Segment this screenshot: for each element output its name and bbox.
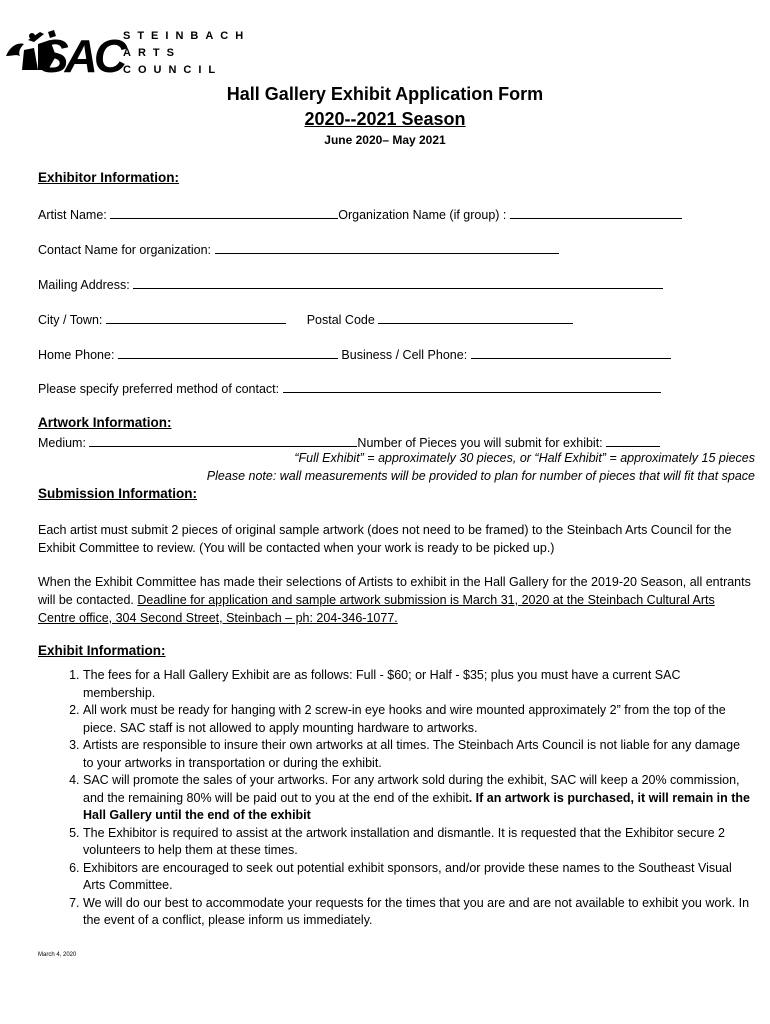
pieces-label: Number of Pieces you will submit for exhibit: xyxy=(357,436,603,450)
list-item: 2. All work must be ready for hanging with 2 screw-in eye hooks and wire mounted approximately 2” from the top of the piece. SAC staff is not allowed to apply mounting hardware to artworks. xyxy=(83,702,753,737)
contact-name-field[interactable] xyxy=(215,241,559,254)
list-item: 6. Exhibitors are encouraged to seek out potential exhibit sponsors, and/or provide these names to the Southeast Visual Arts Committee. xyxy=(83,860,753,895)
city-label: City / Town: xyxy=(38,313,103,327)
footer-date: March 4, 2020 xyxy=(38,952,77,958)
commission-text: SAC will promote the sales of your artworks. For any artwork sold during the exhibit, SAC will keep a 20% commission, and the remaining 80% will be paid out to you at the end of the exhibit xyxy=(83,773,740,805)
submission-heading: Submission Information: xyxy=(38,486,198,501)
season-dates: June 2020– May 2021 xyxy=(324,133,446,147)
phone-row xyxy=(38,346,671,362)
home-phone-label: Home Phone: xyxy=(38,348,115,362)
mailing-field[interactable] xyxy=(133,276,663,289)
city-row xyxy=(38,311,573,327)
org-name-field[interactable] xyxy=(510,206,682,219)
contact-method-row xyxy=(38,380,661,396)
contact-method-field[interactable] xyxy=(283,380,661,393)
exhibit-rules-list xyxy=(38,667,753,930)
submission-paragraph-2 xyxy=(38,573,753,627)
list-item: 1. The fees for a Hall Gallery Exhibit are as follows: Full - $60; or Half - $35; plus you must have a current SAC membership. xyxy=(83,667,753,702)
logo-mark: SAC xyxy=(38,30,124,76)
mailing-row xyxy=(38,276,663,292)
postal-field[interactable] xyxy=(378,311,573,324)
logo-line-3: COUNCIL xyxy=(123,64,223,76)
logo-line-2: ARTS xyxy=(123,47,181,59)
home-phone-field[interactable] xyxy=(118,346,338,359)
exhibitor-heading: Exhibitor Information: xyxy=(38,170,179,185)
artist-name-label: Artist Name: xyxy=(38,208,107,222)
medium-label: Medium: xyxy=(38,436,86,450)
list-item xyxy=(83,772,753,825)
medium-row xyxy=(38,434,660,450)
season-title: 2020--2021 Season xyxy=(304,109,466,129)
medium-field[interactable] xyxy=(89,434,357,447)
logo-line-1: STEINBACH xyxy=(123,30,251,42)
contact-method-label: Please specify preferred method of contact: xyxy=(38,382,280,396)
selection-text: When the Exhibit Committee has made their selections of Artists to exhibit in the Hall Gallery for the 2019-20 Season, all entrants will be contacted. xyxy=(38,575,751,607)
exhibit-heading: Exhibit Information: xyxy=(38,643,166,658)
form-title: Hall Gallery Exhibit Application Form xyxy=(226,84,544,104)
exhibit-size-note: “Full Exhibit” = approximately 30 pieces, or “Half Exhibit” = approximately 15 pieces xyxy=(294,451,755,465)
submission-paragraph-1: Each artist must submit 2 pieces of original sample artwork (does not need to be framed) to the Steinbach Arts Council for the Exhibit Committee to review. (You will be contacted when your work is ready to be picked up.) xyxy=(38,523,732,555)
list-item: 7. We will do our best to accommodate your requests for the times that you are and are not available to exhibit you work. In the event of a conflict, please inform us immediately. xyxy=(83,895,753,930)
list-item: 3. Artists are responsible to insure their own artworks at all times. The Steinbach Arts Council is not liable for any damage to your artworks in transportation or during the exhibit. xyxy=(83,737,753,772)
deadline-text: Deadline for application and sample artwork submission is March 31, 2020 at the Steinbach Cultural Arts Centre office, 304 Second Street, Steinbach – ph: 204-346-1077. xyxy=(38,593,715,625)
list-item: 5. The Exhibitor is required to assist at the artwork installation and dismantle. It is requested that the Exhibitor secure 2 volunteers to help them at these times. xyxy=(83,825,753,860)
artwork-heading: Artwork Information: xyxy=(38,415,172,430)
business-phone-label: Business / Cell Phone: xyxy=(341,348,468,362)
mailing-label: Mailing Address: xyxy=(38,278,130,292)
org-name-label: Organization Name (if group) : xyxy=(338,208,507,222)
business-phone-field[interactable] xyxy=(471,346,671,359)
purchase-note: . If an artwork is purchased, it will remain in the Hall Gallery until the end of the exhibit xyxy=(83,790,751,822)
logo-wordmark xyxy=(123,28,250,79)
postal-label: Postal Code xyxy=(306,313,375,327)
contact-row xyxy=(38,241,559,257)
artist-row xyxy=(38,206,682,222)
wall-measurement-note: Please note: wall measurements will be provided to plan for number of pieces that will fit that space xyxy=(206,469,755,483)
pieces-field[interactable] xyxy=(606,434,660,447)
contact-name-label: Contact Name for organization: xyxy=(38,243,212,257)
artist-name-field[interactable] xyxy=(110,206,338,219)
city-field[interactable] xyxy=(106,311,286,324)
